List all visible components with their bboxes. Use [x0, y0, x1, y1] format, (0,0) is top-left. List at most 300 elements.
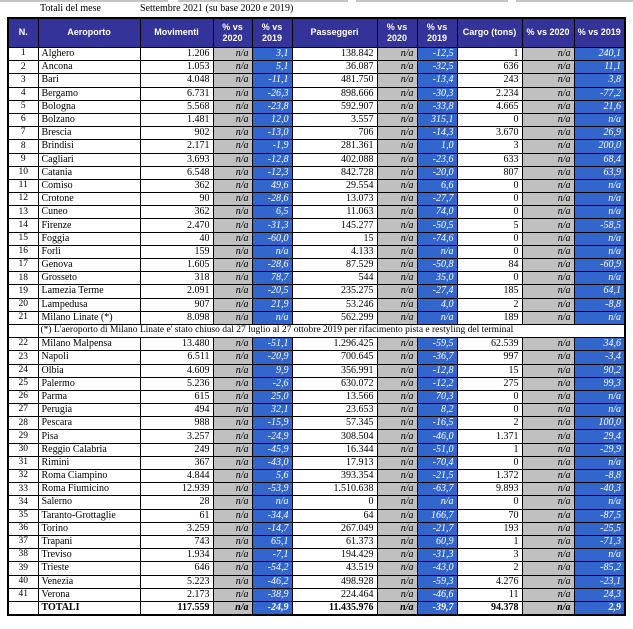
- passengers-cell: 11.063: [292, 206, 377, 219]
- cargo-vs2019-cell: n/a: [574, 390, 625, 403]
- pax-vs2019-cell: -12,5: [417, 48, 457, 61]
- row-number-cell: 41: [8, 588, 38, 601]
- movements-cell: 90: [140, 193, 213, 206]
- mov-vs2019-cell: -43,0: [252, 456, 292, 469]
- pax-vs2019-cell: -70,4: [417, 456, 457, 469]
- cargo-cell: 70: [457, 509, 522, 522]
- mov-vs2020-cell: n/a: [213, 496, 252, 509]
- cargo-cell: 11: [457, 588, 522, 601]
- airport-name-cell: Napoli: [38, 351, 140, 364]
- table-row: [8, 562, 625, 575]
- airport-name-cell: Treviso: [38, 549, 140, 562]
- passengers-cell: 53.246: [292, 298, 377, 311]
- passengers-cell: 630.072: [292, 377, 377, 390]
- cargo-vs2020-cell: n/a: [522, 390, 574, 403]
- cargo-vs2020-cell: n/a: [522, 193, 574, 206]
- totals-pax-vs2020: n/a: [377, 601, 417, 615]
- table-row: [8, 153, 625, 166]
- airport-name-cell: Bologna: [38, 100, 140, 113]
- mov-vs2020-cell: n/a: [213, 509, 252, 522]
- mov-vs2019-cell: -60,0: [252, 232, 292, 245]
- cargo-vs2020-cell: n/a: [522, 338, 574, 351]
- movements-cell: 6.731: [140, 87, 213, 100]
- cargo-vs2019-cell: 63,9: [574, 166, 625, 179]
- pax-vs2019-cell: -31,3: [417, 549, 457, 562]
- cargo-vs2019-cell: n/a: [574, 549, 625, 562]
- passengers-cell: 700.645: [292, 351, 377, 364]
- pax-vs2019-cell: -59,3: [417, 575, 457, 588]
- totals-mov-vs2019: -24,9: [252, 601, 292, 615]
- pax-vs2019-cell: n/a: [417, 496, 457, 509]
- airport-name-cell: Salerno: [38, 496, 140, 509]
- cargo-vs2019-cell: n/a: [574, 245, 625, 258]
- mov-vs2019-cell: -45,9: [252, 443, 292, 456]
- mov-vs2019-cell: 32,1: [252, 404, 292, 417]
- airport-name-cell: Trapani: [38, 535, 140, 548]
- mov-vs2020-cell: n/a: [213, 443, 252, 456]
- pax-vs2020-cell: n/a: [377, 522, 417, 535]
- table-row: [8, 417, 625, 430]
- cargo-cell: 4.665: [457, 100, 522, 113]
- pax-vs2019-cell: 74,0: [417, 206, 457, 219]
- cargo-vs2020-cell: n/a: [522, 483, 574, 496]
- pax-vs2020-cell: n/a: [377, 232, 417, 245]
- table-row: [8, 364, 625, 377]
- cargo-cell: 0: [457, 193, 522, 206]
- passengers-cell: 1.510.638: [292, 483, 377, 496]
- pax-vs2020-cell: n/a: [377, 113, 417, 126]
- cargo-vs2020-cell: n/a: [522, 272, 574, 285]
- pax-vs2020-cell: n/a: [377, 338, 417, 351]
- passengers-cell: 138.842: [292, 48, 377, 61]
- mov-vs2020-cell: n/a: [213, 74, 252, 87]
- row-number-cell: 23: [8, 351, 38, 364]
- table-row: [8, 351, 625, 364]
- passengers-cell: 36.087: [292, 61, 377, 74]
- mov-vs2020-cell: n/a: [213, 153, 252, 166]
- cargo-vs2020-cell: n/a: [522, 575, 574, 588]
- cargo-vs2019-cell: -25,5: [574, 522, 625, 535]
- pax-vs2019-cell: 6,6: [417, 179, 457, 192]
- airport-name-cell: Catania: [38, 166, 140, 179]
- movements-cell: 5.223: [140, 575, 213, 588]
- cargo-vs2020-cell: n/a: [522, 206, 574, 219]
- movements-cell: 3.693: [140, 153, 213, 166]
- airport-name-cell: Palermo: [38, 377, 140, 390]
- movements-cell: 40: [140, 232, 213, 245]
- passengers-cell: 64: [292, 509, 377, 522]
- movements-cell: 3.259: [140, 522, 213, 535]
- cargo-cell: 84: [457, 259, 522, 272]
- cargo-cell: 997: [457, 351, 522, 364]
- cargo-vs2019-cell: 64,1: [574, 285, 625, 298]
- totals-passengers: 11.435.976: [292, 601, 377, 615]
- pax-vs2020-cell: n/a: [377, 443, 417, 456]
- mov-vs2020-cell: n/a: [213, 166, 252, 179]
- cargo-cell: 15: [457, 364, 522, 377]
- movements-cell: 3.257: [140, 430, 213, 443]
- movements-cell: 6.511: [140, 351, 213, 364]
- pax-vs2020-cell: n/a: [377, 179, 417, 192]
- passengers-cell: 898.666: [292, 87, 377, 100]
- airport-name-cell: Milano Malpensa: [38, 338, 140, 351]
- passengers-cell: 544: [292, 272, 377, 285]
- pax-vs2020-cell: n/a: [377, 575, 417, 588]
- movements-cell: 907: [140, 298, 213, 311]
- mov-vs2019-cell: -28,6: [252, 193, 292, 206]
- row-number-cell: 27: [8, 404, 38, 417]
- cargo-vs2020-cell: n/a: [522, 259, 574, 272]
- cargo-vs2019-cell: -29,9: [574, 443, 625, 456]
- passengers-cell: 57.345: [292, 417, 377, 430]
- row-number-cell: 2: [8, 61, 38, 74]
- row-number-cell: 30: [8, 443, 38, 456]
- cargo-vs2020-cell: n/a: [522, 48, 574, 61]
- airport-name-cell: Trieste: [38, 562, 140, 575]
- airport-rows: [8, 48, 625, 602]
- mov-vs2020-cell: n/a: [213, 535, 252, 548]
- cargo-vs2019-cell: 3,8: [574, 74, 625, 87]
- mov-vs2019-cell: -1,9: [252, 140, 292, 153]
- mov-vs2019-cell: 65,1: [252, 535, 292, 548]
- passengers-cell: 308.504: [292, 430, 377, 443]
- row-number-cell: 39: [8, 562, 38, 575]
- airport-name-cell: Grosseto: [38, 272, 140, 285]
- passengers-cell: 481.750: [292, 74, 377, 87]
- pax-vs2020-cell: n/a: [377, 206, 417, 219]
- airport-name-cell: Foggia: [38, 232, 140, 245]
- row-number-cell: 14: [8, 219, 38, 232]
- totals-row: [8, 601, 625, 615]
- cargo-cell: 0: [457, 456, 522, 469]
- mov-vs2020-cell: n/a: [213, 87, 252, 100]
- table-row: [8, 179, 625, 192]
- cargo-vs2019-cell: n/a: [574, 456, 625, 469]
- mov-vs2019-cell: -12,8: [252, 153, 292, 166]
- row-number-cell: 3: [8, 74, 38, 87]
- passengers-cell: 356.991: [292, 364, 377, 377]
- mov-vs2020-cell: n/a: [213, 206, 252, 219]
- cargo-vs2019-cell: -58,5: [574, 219, 625, 232]
- cargo-vs2020-cell: n/a: [522, 245, 574, 258]
- pax-vs2019-cell: -14,3: [417, 127, 457, 140]
- pax-vs2020-cell: n/a: [377, 509, 417, 522]
- mov-vs2019-cell: -12,3: [252, 166, 292, 179]
- mov-vs2020-cell: n/a: [213, 470, 252, 483]
- cargo-cell: 4.276: [457, 575, 522, 588]
- airport-name-cell: Cuneo: [38, 206, 140, 219]
- mov-vs2020-cell: n/a: [213, 483, 252, 496]
- table-row: [8, 509, 625, 522]
- cargo-vs2020-cell: n/a: [522, 153, 574, 166]
- mov-vs2019-cell: -23,8: [252, 100, 292, 113]
- row-number-cell: 6: [8, 113, 38, 126]
- passengers-cell: 194.429: [292, 549, 377, 562]
- pax-vs2019-cell: -59,5: [417, 338, 457, 351]
- cargo-vs2020-cell: n/a: [522, 351, 574, 364]
- pax-vs2019-cell: -50,5: [417, 219, 457, 232]
- cargo-cell: 2.234: [457, 87, 522, 100]
- column-header-airport: Aeroporto: [38, 18, 140, 48]
- table-row: [8, 377, 625, 390]
- linate-note-row: [8, 324, 625, 337]
- row-number-cell: 16: [8, 245, 38, 258]
- pax-vs2020-cell: n/a: [377, 74, 417, 87]
- airport-name-cell: Bari: [38, 74, 140, 87]
- mov-vs2019-cell: -13,0: [252, 127, 292, 140]
- passengers-cell: 43.519: [292, 562, 377, 575]
- passengers-cell: 842.728: [292, 166, 377, 179]
- passengers-cell: 402.088: [292, 153, 377, 166]
- movements-cell: 1.053: [140, 61, 213, 74]
- pax-vs2020-cell: n/a: [377, 48, 417, 61]
- cargo-vs2020-cell: n/a: [522, 443, 574, 456]
- airport-name-cell: Lampedusa: [38, 298, 140, 311]
- movements-cell: 4.844: [140, 470, 213, 483]
- mov-vs2019-cell: 3,1: [252, 48, 292, 61]
- table-row: [8, 259, 625, 272]
- mov-vs2020-cell: n/a: [213, 127, 252, 140]
- airport-name-cell: Torino: [38, 522, 140, 535]
- pax-vs2019-cell: -27,7: [417, 193, 457, 206]
- airport-name-cell: Verona: [38, 588, 140, 601]
- airport-name-cell: Bolzano: [38, 113, 140, 126]
- pax-vs2020-cell: n/a: [377, 245, 417, 258]
- cargo-vs2019-cell: -71,3: [574, 535, 625, 548]
- passengers-cell: 267.049: [292, 522, 377, 535]
- cargo-cell: 807: [457, 166, 522, 179]
- cargo-vs2019-cell: 99,3: [574, 377, 625, 390]
- column-header-mov-vs2019: % vs 2019: [252, 18, 292, 48]
- movements-cell: 28: [140, 496, 213, 509]
- cargo-cell: 1: [457, 535, 522, 548]
- passengers-cell: 13.073: [292, 193, 377, 206]
- cargo-vs2020-cell: n/a: [522, 509, 574, 522]
- mov-vs2020-cell: n/a: [213, 417, 252, 430]
- cargo-cell: 189: [457, 311, 522, 324]
- pax-vs2020-cell: n/a: [377, 87, 417, 100]
- pax-vs2019-cell: -21,5: [417, 470, 457, 483]
- pax-vs2019-cell: -30,3: [417, 87, 457, 100]
- mov-vs2020-cell: n/a: [213, 456, 252, 469]
- linate-note-text: (*) L'aeroporto di Milano Linate e' stato chiuso dal 27 luglio al 27 ottobre 2019 per rifacimento pista e restyling del terminal: [38, 324, 625, 337]
- row-number-cell: 35: [8, 509, 38, 522]
- mov-vs2020-cell: n/a: [213, 404, 252, 417]
- cargo-vs2019-cell: n/a: [574, 193, 625, 206]
- mov-vs2020-cell: n/a: [213, 259, 252, 272]
- mov-vs2020-cell: n/a: [213, 430, 252, 443]
- cargo-cell: 2: [457, 562, 522, 575]
- table-row: [8, 430, 625, 443]
- cargo-vs2020-cell: n/a: [522, 404, 574, 417]
- cargo-vs2019-cell: -3,4: [574, 351, 625, 364]
- pax-vs2020-cell: n/a: [377, 219, 417, 232]
- pax-vs2019-cell: 8,2: [417, 404, 457, 417]
- table-row: [8, 588, 625, 601]
- airport-name-cell: Lamezia Terme: [38, 285, 140, 298]
- mov-vs2020-cell: n/a: [213, 272, 252, 285]
- cargo-vs2019-cell: n/a: [574, 496, 625, 509]
- cargo-cell: 0: [457, 272, 522, 285]
- table-row: [8, 232, 625, 245]
- cargo-vs2020-cell: n/a: [522, 219, 574, 232]
- pax-vs2020-cell: n/a: [377, 549, 417, 562]
- passengers-cell: 87.529: [292, 259, 377, 272]
- table-row: [8, 311, 625, 324]
- airport-name-cell: Crotone: [38, 193, 140, 206]
- movements-cell: 61: [140, 509, 213, 522]
- row-number-cell: 15: [8, 232, 38, 245]
- cargo-cell: 0: [457, 206, 522, 219]
- pax-vs2019-cell: -20,0: [417, 166, 457, 179]
- row-number-cell: 12: [8, 193, 38, 206]
- cargo-vs2020-cell: n/a: [522, 166, 574, 179]
- pax-vs2020-cell: n/a: [377, 259, 417, 272]
- mov-vs2019-cell: -7,1: [252, 549, 292, 562]
- mov-vs2020-cell: n/a: [213, 562, 252, 575]
- row-number-cell: 37: [8, 535, 38, 548]
- pax-vs2020-cell: n/a: [377, 483, 417, 496]
- column-header-cargo: Cargo (tons): [457, 18, 522, 48]
- passengers-cell: 1.296.425: [292, 338, 377, 351]
- pax-vs2019-cell: -27,4: [417, 285, 457, 298]
- passengers-cell: 4.133: [292, 245, 377, 258]
- mov-vs2020-cell: n/a: [213, 338, 252, 351]
- movements-cell: 13.480: [140, 338, 213, 351]
- mov-vs2019-cell: -24,9: [252, 430, 292, 443]
- cargo-vs2020-cell: n/a: [522, 285, 574, 298]
- mov-vs2019-cell: 49,6: [252, 179, 292, 192]
- table-row: [8, 575, 625, 588]
- passengers-cell: 17.913: [292, 456, 377, 469]
- cargo-cell: 0: [457, 232, 522, 245]
- mov-vs2019-cell: -11,1: [252, 74, 292, 87]
- passengers-cell: 61.373: [292, 535, 377, 548]
- passengers-cell: 235.275: [292, 285, 377, 298]
- row-number-cell: 10: [8, 166, 38, 179]
- cargo-vs2019-cell: -85,2: [574, 562, 625, 575]
- cargo-vs2020-cell: n/a: [522, 61, 574, 74]
- cargo-vs2019-cell: -60,9: [574, 259, 625, 272]
- pax-vs2019-cell: 1,0: [417, 140, 457, 153]
- row-number-cell: 24: [8, 364, 38, 377]
- passengers-cell: 498.928: [292, 575, 377, 588]
- cargo-cell: 2: [457, 417, 522, 430]
- totals-cargo: 94.378: [457, 601, 522, 615]
- cargo-vs2019-cell: 21,6: [574, 100, 625, 113]
- cargo-cell: 62.539: [457, 338, 522, 351]
- table-row: [8, 87, 625, 100]
- cargo-vs2019-cell: -40,3: [574, 483, 625, 496]
- pax-vs2019-cell: -16,5: [417, 417, 457, 430]
- mov-vs2020-cell: n/a: [213, 48, 252, 61]
- table-row: [8, 48, 625, 61]
- row-number-cell: 9: [8, 153, 38, 166]
- mov-vs2020-cell: n/a: [213, 522, 252, 535]
- table-row: [8, 206, 625, 219]
- mov-vs2019-cell: -26,3: [252, 87, 292, 100]
- movements-cell: 1.934: [140, 549, 213, 562]
- pax-vs2019-cell: -23,6: [417, 153, 457, 166]
- row-number-cell: 17: [8, 259, 38, 272]
- totals-pax-vs2019: -39,7: [417, 601, 457, 615]
- cargo-vs2019-cell: n/a: [574, 206, 625, 219]
- cargo-vs2020-cell: n/a: [522, 430, 574, 443]
- mov-vs2019-cell: n/a: [252, 496, 292, 509]
- pax-vs2019-cell: -32,5: [417, 61, 457, 74]
- pax-vs2019-cell: n/a: [417, 245, 457, 258]
- cargo-vs2019-cell: -23,1: [574, 575, 625, 588]
- passengers-cell: 13.566: [292, 390, 377, 403]
- passengers-cell: 0: [292, 496, 377, 509]
- totals-label: TOTALI: [38, 601, 140, 615]
- airport-name-cell: Ancona: [38, 61, 140, 74]
- mov-vs2020-cell: n/a: [213, 193, 252, 206]
- pax-vs2020-cell: n/a: [377, 153, 417, 166]
- mov-vs2019-cell: -54,2: [252, 562, 292, 575]
- cargo-vs2019-cell: n/a: [574, 404, 625, 417]
- mov-vs2019-cell: 9,9: [252, 364, 292, 377]
- cargo-vs2020-cell: n/a: [522, 87, 574, 100]
- table-row: [8, 443, 625, 456]
- row-number-cell: 13: [8, 206, 38, 219]
- airport-name-cell: Roma Fiumicino: [38, 483, 140, 496]
- airport-name-cell: Rimini: [38, 456, 140, 469]
- mov-vs2020-cell: n/a: [213, 298, 252, 311]
- mov-vs2020-cell: n/a: [213, 364, 252, 377]
- table-row: [8, 113, 625, 126]
- cargo-cell: 636: [457, 61, 522, 74]
- cargo-vs2020-cell: n/a: [522, 311, 574, 324]
- movements-cell: 5.236: [140, 377, 213, 390]
- cargo-cell: 1.371: [457, 430, 522, 443]
- pax-vs2019-cell: 35,0: [417, 272, 457, 285]
- mov-vs2019-cell: -51,1: [252, 338, 292, 351]
- row-number-cell: 34: [8, 496, 38, 509]
- pax-vs2020-cell: n/a: [377, 193, 417, 206]
- airport-name-cell: Alghero: [38, 48, 140, 61]
- pax-vs2019-cell: 70,3: [417, 390, 457, 403]
- passengers-cell: 393.354: [292, 470, 377, 483]
- cargo-cell: 633: [457, 153, 522, 166]
- mov-vs2020-cell: n/a: [213, 311, 252, 324]
- pax-vs2019-cell: -33,8: [417, 100, 457, 113]
- movements-cell: 8.098: [140, 311, 213, 324]
- pax-vs2020-cell: n/a: [377, 272, 417, 285]
- mov-vs2019-cell: -31,3: [252, 219, 292, 232]
- totals-n-cell: [8, 601, 38, 615]
- cargo-vs2019-cell: -8,8: [574, 470, 625, 483]
- mov-vs2020-cell: n/a: [213, 232, 252, 245]
- row-number-cell: 5: [8, 100, 38, 113]
- cargo-vs2019-cell: 34,6: [574, 338, 625, 351]
- mov-vs2020-cell: n/a: [213, 575, 252, 588]
- airport-name-cell: Pescara: [38, 417, 140, 430]
- movements-cell: 12.939: [140, 483, 213, 496]
- movements-cell: 367: [140, 456, 213, 469]
- pax-vs2019-cell: -43,0: [417, 562, 457, 575]
- cargo-cell: 0: [457, 179, 522, 192]
- table-row: [8, 404, 625, 417]
- row-number-cell: 8: [8, 140, 38, 153]
- row-number-cell: 31: [8, 456, 38, 469]
- passengers-cell: 145.277: [292, 219, 377, 232]
- report-period: Settembre 2021 (su base 2020 e 2019): [140, 3, 294, 14]
- table-row: [8, 470, 625, 483]
- table-row: [8, 272, 625, 285]
- pax-vs2020-cell: n/a: [377, 535, 417, 548]
- cargo-cell: 193: [457, 522, 522, 535]
